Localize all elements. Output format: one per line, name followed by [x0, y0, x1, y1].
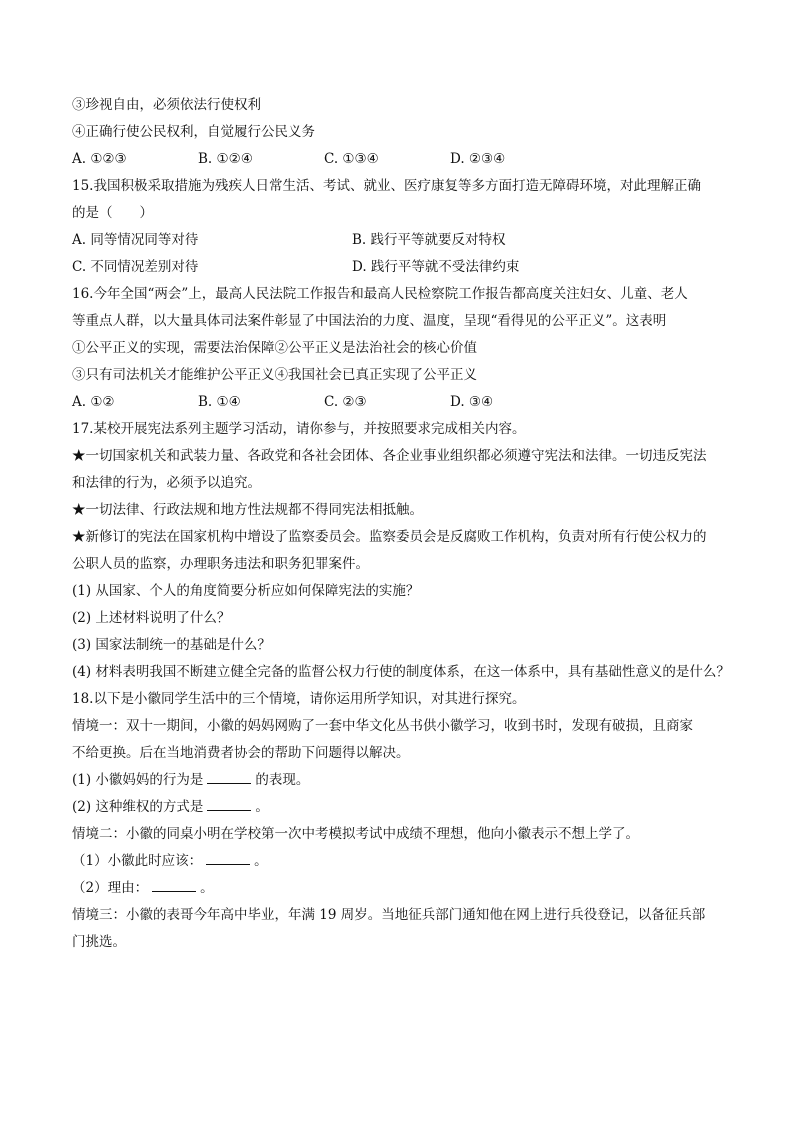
q15-option-c: C. 不同情况差别对待 [72, 259, 199, 275]
q14-option-a: A. ①②③ [72, 151, 127, 167]
q18-context-1-question-1 [72, 767, 732, 794]
q17-part-3: (3) 国家法制统一的基础是什么？ [72, 637, 271, 653]
q15-option-b: B. 践行平等就要反对特权 [352, 232, 506, 248]
q18-context-2-question-2 [72, 875, 732, 902]
answer-blank [207, 796, 251, 811]
q18-c1q2-prefix: (2) 这种维权的方式是 [72, 799, 204, 815]
q18-c1q2-suffix: 。 [255, 799, 269, 815]
q18-context-3-line1: 情境三：小徽的表哥今年高中毕业，年满 19 周岁。当地征兵部门通知他在网上进行兵役登记，以备征兵部 [72, 907, 706, 923]
q16-statements-12: ①公平正义的实现，需要法治保障②公平正义是法治社会的核心价值 [72, 340, 477, 356]
q18-stem: 18.以下是小徽同学生活中的三个情境，请你运用所学知识，对其进行探究。 [72, 691, 526, 707]
q18-context-1-line2: 不给更换。后在当地消费者协会的帮助下问题得以解决。 [72, 745, 410, 761]
q15-stem-line2: 的是（ ） [72, 205, 153, 221]
q15-options-row2 [72, 254, 732, 281]
q18-c1q1-suffix: 的表现。 [255, 772, 310, 788]
q16-stem-line2: 等重点人群，以大量具体司法案件彰显了中国法治的力度、温度，呈现“看得见的公平正义”。这表明 [72, 313, 667, 329]
q18-context-1-question-2 [72, 794, 732, 821]
q14-options [72, 146, 732, 173]
q16-options [72, 389, 732, 416]
q16-option-a: A. ①② [72, 394, 115, 410]
q15-option-d: D. 践行平等就不受法律约束 [352, 259, 520, 275]
q17-part-2: (2) 上述材料说明了什么？ [72, 610, 231, 626]
q17-material-3-line2: 公职人员的监察，办理职务违法和职务犯罪案件。 [72, 556, 369, 572]
answer-blank [206, 850, 250, 865]
q18-c2q2-suffix: 。 [200, 880, 214, 896]
answer-blank [207, 769, 251, 784]
q18-context-2: 情境二：小徽的同桌小明在学校第一次中考模拟考试中成绩不理想，他向小徽表示不想上学了。 [72, 826, 639, 842]
q18-c1q1-prefix: (1) 小徽妈妈的行为是 [72, 772, 204, 788]
q18-context-3-line2: 门挑选。 [72, 934, 126, 950]
answer-blank [152, 877, 196, 892]
q18-c2q1-suffix: 。 [254, 853, 268, 869]
q14-statement-4: ④正确行使公民权利，自觉履行公民义务 [72, 124, 315, 140]
q18-c2q1-prefix: （1）小徽此时应该： [72, 853, 203, 869]
q14-statement-3: ③珍视自由，必须依法行使权利 [72, 97, 261, 113]
q16-option-b: B. ①④ [198, 394, 241, 410]
q14-option-c: C. ①③④ [324, 151, 379, 167]
q17-stem: 17.某校开展宪法系列主题学习活动，请你参与，并按照要求完成相关内容。 [72, 421, 526, 437]
q15-stem-line1: 15.我国积极采取措施为残疾人日常生活、考试、就业、医疗康复等多方面打造无障碍环境，对此理解正确 [72, 178, 701, 194]
q16-statements-34: ③只有司法机关才能维护公平正义④我国社会已真正实现了公平正义 [72, 367, 477, 383]
q16-stem-line1: 16.今年全国“两会”上，最高人民法院工作报告和最高人民检察院工作报告都高度关注妇女、儿童、老人 [72, 286, 688, 302]
q14-option-d: D. ②③④ [450, 151, 506, 167]
q17-material-2: ★一切法律、行政法规和地方性法规都不得同宪法相抵触。 [72, 502, 423, 518]
exam-page [72, 92, 732, 956]
q18-context-1-line1: 情境一：双十一期间，小徽的妈妈网购了一套中华文化丛书供小徽学习，收到书时，发现有破损，且商家 [72, 718, 693, 734]
q15-option-a: A. 同等情况同等对待 [72, 232, 199, 248]
q16-option-d: D. ③④ [450, 394, 494, 410]
q17-material-3-line1: ★新修订的宪法在国家机构中增设了监察委员会。监察委员会是反腐败工作机构，负责对所有行使公权力的 [72, 529, 707, 545]
q17-part-4: (4) 材料表明我国不断建立健全完备的监督公权力行使的制度体系，在这一体系中，具有基础性意义的是什么？ [72, 664, 730, 680]
q18-context-2-question-1 [72, 848, 732, 875]
q17-part-1: (1) 从国家、个人的角度简要分析应如何保障宪法的实施？ [72, 583, 420, 599]
q17-material-1-line2: 和法律的行为，必须予以追究。 [72, 475, 261, 491]
q18-c2q2-prefix: （2）理由： [72, 880, 149, 896]
q14-option-b: B. ①②④ [198, 151, 253, 167]
q17-material-1-line1: ★一切国家机关和武装力量、各政党和各社会团体、各企业事业组织都必须遵守宪法和法律。一切违反宪法 [72, 448, 707, 464]
q16-option-c: C. ②③ [324, 394, 367, 410]
q15-options-row1 [72, 227, 732, 254]
